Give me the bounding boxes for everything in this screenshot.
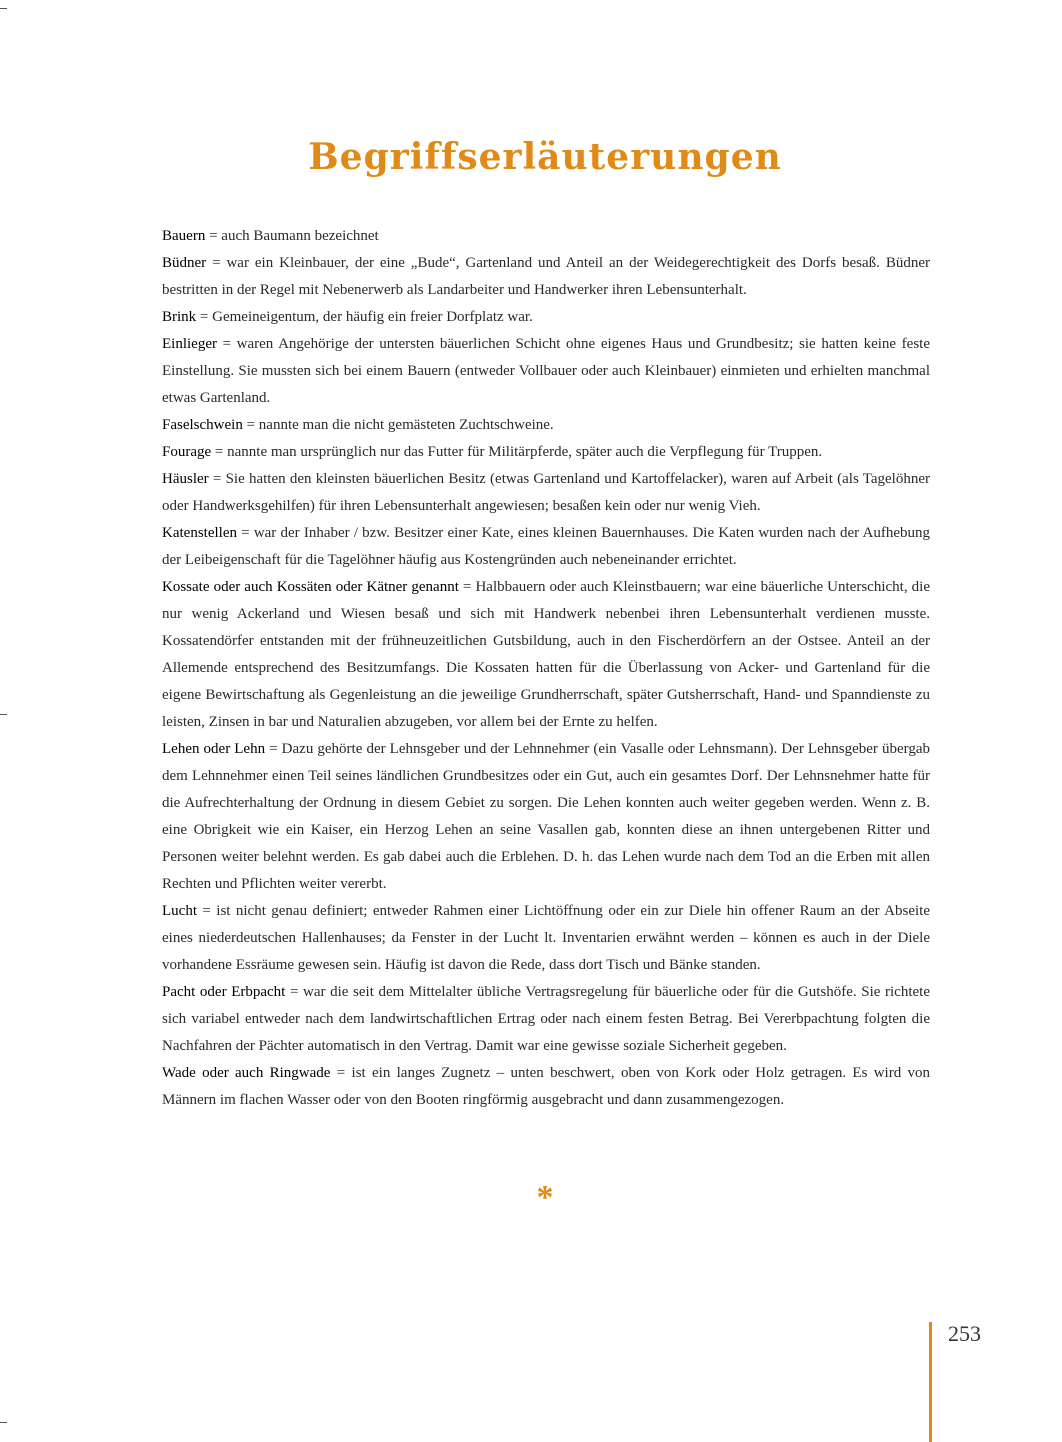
glossary-entry bbox=[162, 223, 930, 250]
glossary-term: Faselschwein bbox=[162, 417, 243, 433]
glossary-term: Pacht oder Erbpacht bbox=[162, 984, 286, 1000]
glossary-term: Einlieger bbox=[162, 336, 217, 352]
crop-mark-bottom bbox=[0, 1422, 7, 1423]
glossary-definition: = war der Inhaber / bzw. Besitzer einer Kate, eines kleinen Bauernhauses. Die Katen wurden nach der Aufhebung der Leibeigenschaft für die Tagelöhner häufig aus Kostengründen auch nebeneinander errichtet. bbox=[162, 525, 930, 568]
glossary-entry bbox=[162, 304, 930, 331]
glossary-list bbox=[162, 223, 930, 1114]
glossary-definition: = Gemeineigentum, der häufig ein freier Dorfplatz war. bbox=[196, 309, 533, 325]
glossary-definition: = Halbbauern oder auch Kleinstbauern; war eine bäuerliche Unterschicht, die nur wenig Ackerland und Wiesen besaß und sich mit Handwerk nebenbei ihren Lebensunterhalt verdienen musste. Kossatendörfer entstanden mit der frühneuzeitlichen Gutsbildung, auch in den Fischerdörfern an der Ostsee. Anteil an der Allemende entsprechend des Besitzumfangs. Die Kossaten hatten für die Überlassung von Acker- und Gartenland für die eigene Bewirtschaftung als Gegenleistung an die jeweilige Grundherrschaft, später Gutsherrschaft, Hand- und Spanndienste zu leisten, Zinsen in bar und Naturalien abzugeben, vor allem bei der Ernte zu helfen. bbox=[162, 579, 930, 730]
glossary-entry bbox=[162, 520, 930, 574]
glossary-entry bbox=[162, 736, 930, 898]
crop-mark-middle bbox=[0, 714, 7, 715]
glossary-definition: = nannte man ursprünglich nur das Futter für Militärpferde, später auch die Verpflegung für Truppen. bbox=[211, 444, 823, 460]
glossary-term: Lehen oder Lehn bbox=[162, 741, 266, 757]
page-number: 253 bbox=[948, 1321, 981, 1346]
glossary-term: Büdner bbox=[162, 255, 207, 271]
glossary-entry bbox=[162, 412, 930, 439]
glossary-definition: = ist nicht genau definiert; entweder Rahmen einer Lichtöffnung oder ein zur Diele hin offener Raum an der Abseite eines niederdeutschen Hallenhauses; da Fenster in der Lucht lt. Inventarien erwähnt werden – können es auch in der Diele vorhandene Essräume gewesen sein. Häufig ist davon die Rede, dass dort Tisch und Bänke standen. bbox=[162, 903, 930, 973]
glossary-term: Wade oder auch Ringwade bbox=[162, 1065, 331, 1081]
glossary-entry bbox=[162, 250, 930, 304]
glossary-term: Häusler bbox=[162, 471, 209, 487]
glossary-term: Bauern bbox=[162, 228, 206, 244]
glossary-definition: = Sie hatten den kleinsten bäuerlichen Besitz (etwas Gartenland und Kartoffelacker), waren auf Arbeit (als Tagelöhner oder Handwerksgehilfen) für ihren Lebensunterhalt angewiesen; besaßen kein oder nur wenig Vieh. bbox=[162, 471, 930, 514]
glossary-definition: = waren Angehörige der untersten bäuerlichen Schicht ohne eigenes Haus und Grundbesitz; sie hatten keine feste Einstellung. Sie mussten sich bei einem Bauern (entweder Vollbauer oder auch Kleinbauer) einmieten und erhielten manchmal etwas Gartenland. bbox=[162, 336, 930, 406]
glossary-definition: = Dazu gehörte der Lehnsgeber und der Lehnnehmer (ein Vasalle oder Lehnsmann). Der Lehnsgeber übergab dem Lehnnehmer einen Teil seines ländlichen Grundbesitzes oder ein Gut, auch ein gesamtes Dorf. Der Lehnsnehmer hatte für die Aufrechterhaltung der Ordnung in diesem Gebiet zu sorgen. Die Lehen konnten auch weiter gegeben werden. Wenn z. B. eine Obrigkeit wie ein Kaiser, ein Herzog Lehen an seine Vasallen gab, konnten diese an ihnen untergebenen Ritter und Personen weiter belehnt werden. Es gab dabei auch die Erblehen. D. h. das Lehen wurde nach dem Tod an die Erben mit allen Rechten und Pflichten weiter vererbt. bbox=[162, 741, 930, 892]
glossary-entry bbox=[162, 898, 930, 979]
glossary-entry bbox=[162, 1060, 930, 1114]
glossary-definition: = war die seit dem Mittelalter übliche Vertragsregelung für bäuerliche oder für die Gutshöfe. Sie richtete sich variabel entweder nach dem landwirtschaftlichen Ertrag oder nach einem festen Betrag. Bei Vererbpachtung folgten die Nachfahren der Pächter automatisch in den Vertrag. Damit war eine gewisse soziale Sicherheit gegeben. bbox=[162, 984, 930, 1054]
glossary-term: Brink bbox=[162, 309, 197, 325]
glossary-term: Kossate oder auch Kossäten oder Kätner genannt bbox=[162, 579, 459, 595]
glossary-entry bbox=[162, 466, 930, 520]
glossary-definition: = ist ein langes Zugnetz – unten beschwert, oben von Kork oder Holz getragen. Es wird von Männern im flachen Wasser oder von den Booten ringförmig ausgebracht und dann zusammengezogen. bbox=[162, 1065, 931, 1108]
crop-mark-top bbox=[0, 8, 7, 9]
page-title: Begriffserläuterungen bbox=[308, 136, 782, 179]
glossary-definition: = nannte man die nicht gemästeten Zuchtschweine. bbox=[242, 417, 554, 433]
glossary-definition: = auch Baumann bezeichnet bbox=[205, 228, 379, 244]
page-number-rule bbox=[929, 1322, 932, 1442]
asterisk-separator: * bbox=[536, 1179, 554, 1216]
glossary-entry bbox=[162, 574, 930, 736]
glossary-entry bbox=[162, 439, 930, 466]
glossary-term: Lucht bbox=[162, 903, 197, 919]
glossary-definition: = war ein Kleinbauer, der eine „Bude“, Gartenland und Anteil an der Weidegerechtigkeit des Dorfs besaß. Büdner bestritten in der Regel mit Nebenerwerb als Landarbeiter und Handwerker ihren Lebensunterhalt. bbox=[162, 255, 930, 298]
glossary-term: Fourage bbox=[162, 444, 212, 460]
glossary-entry bbox=[162, 331, 930, 412]
glossary-entry bbox=[162, 979, 930, 1060]
glossary-term: Katenstellen bbox=[162, 525, 237, 541]
